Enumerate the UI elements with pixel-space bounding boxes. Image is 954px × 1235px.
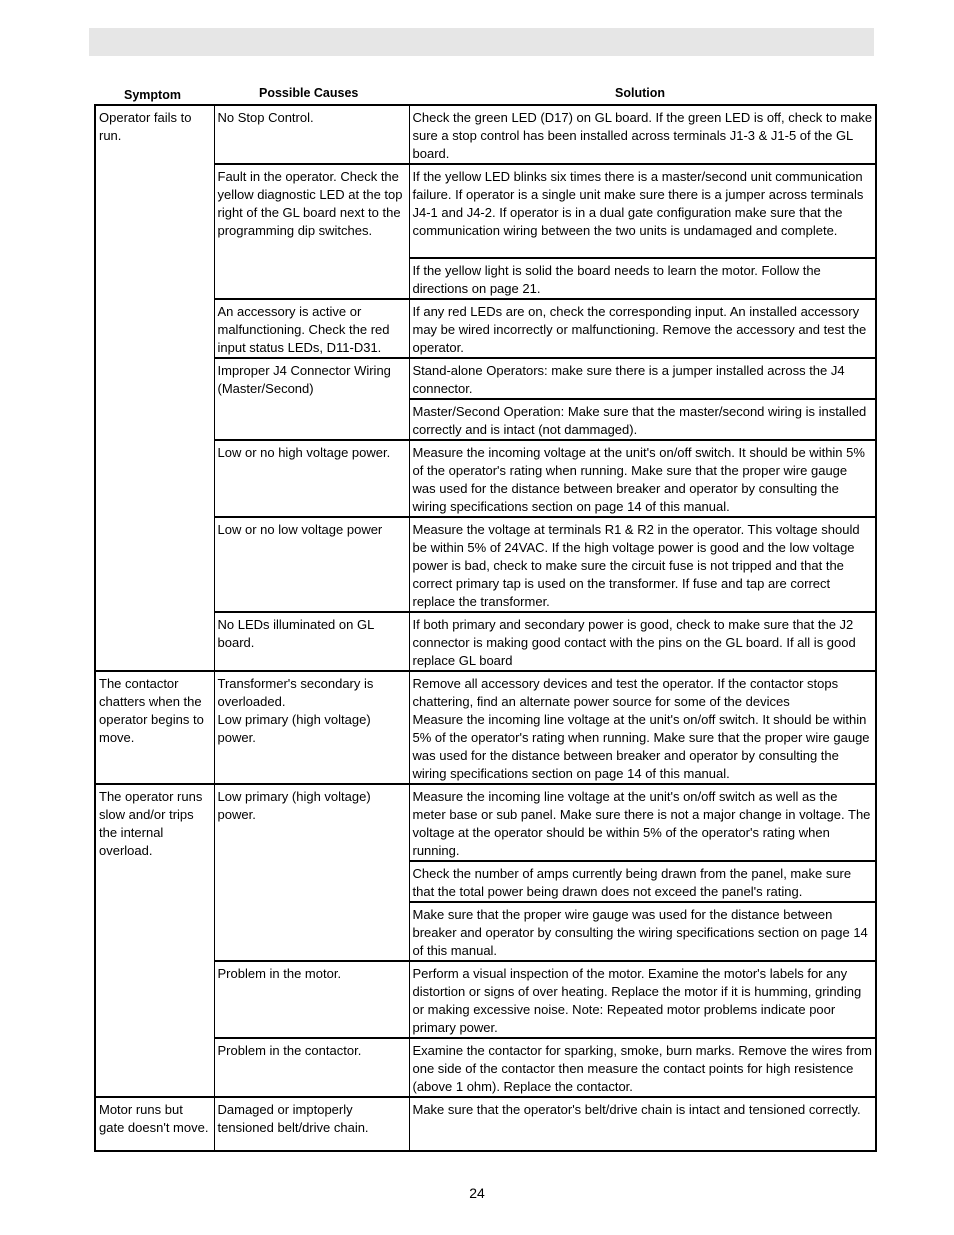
cause-cell: Problem in the motor.: [214, 961, 409, 1038]
solution-cell: If both primary and secondary power is good, check to make sure that the J2 connector is making good contact with the pins on the GL board. If all is good replace GL board: [409, 612, 876, 671]
solution-cell: Check the green LED (D17) on GL board. If the green LED is off, check to make sure a stop control has been installed across terminals J1-3 & J1-5 of the GL board.: [409, 105, 876, 164]
table-row: [95, 105, 876, 164]
cause-cell: Fault in the operator. Check the yellow diagnostic LED at the top right of the GL board next to the programming dip switches.: [214, 164, 409, 299]
cause-cell: Improper J4 Connector Wiring (Master/Second): [214, 358, 409, 440]
header-bar: [89, 28, 874, 56]
solution-cell: Make sure that the proper wire gauge was used for the distance between breaker and operator by consulting the wiring specifications section on page 14 of this manual.: [409, 902, 876, 961]
solution-cell: Measure the voltage at terminals R1 & R2 in the operator. This voltage should be within 5% of 24VAC. If the high voltage power is good and the low voltage power is bad, check to make sure the circuit fuse is not tripped and that the correct primary tap is used on the transformer. If fuse and tap are correct replace the transformer.: [409, 517, 876, 612]
cause-cell: Problem in the contactor.: [214, 1038, 409, 1097]
solution-cell: Perform a visual inspection of the motor. Examine the motor's labels for any distortion or signs of over heating. Replace the motor if it is humming, grinding or making excessive noise. Note: Repeated motor problems indicate poor primary power.: [409, 961, 876, 1038]
cause-cell: An accessory is active or malfunctioning. Check the red input status LEDs, D11-D31.: [214, 299, 409, 358]
solution-cell: Measure the incoming line voltage at the unit's on/off switch as well as the meter base or sub panel. Make sure there is not a major change in voltage. The voltage at the operator should be within 5% of the operator's rating when running.: [409, 784, 876, 861]
solution-column-header: Solution: [615, 86, 665, 100]
solution-cell: Stand-alone Operators: make sure there is a jumper installed across the J4 connector.: [409, 358, 876, 399]
solution-cell: Measure the incoming voltage at the unit's on/off switch. It should be within 5% of the operator's rating when running. Make sure that the proper wire gauge was used for the distance between breaker and operator by consulting the wiring specifications section on page 14 of this manual.: [409, 440, 876, 517]
symptom-cell: Motor runs but gate doesn't move.: [95, 1097, 214, 1151]
cause-cell: Low primary (high voltage) power.: [214, 784, 409, 961]
troubleshooting-table: [94, 104, 877, 1152]
cause-cell: Low or no low voltage power: [214, 517, 409, 612]
symptom-cell: The contactor chatters when the operator begins to move.: [95, 671, 214, 784]
solution-cell: If the yellow LED blinks six times there is a master/second unit communication failure. If operator is a single unit make sure there is a jumper across terminals J4-1 and J4-2. If operator is in a dual gate configuration make sure that the communication wiring between the two units is undamaged and complete.: [409, 164, 876, 258]
solution-cell: Remove all accessory devices and test the operator. If the contactor stops chattering, find an alternate power source for some of the devices Measure the incoming line voltage at the unit's on/off switch. It should be within 5% of the operator's rating when running. Make sure that the proper wire gauge was used for the distance between breaker and operator by consulting the wiring specifications section on page 14 of this manual.: [409, 671, 876, 784]
causes-column-header: Possible Causes: [259, 86, 359, 100]
cause-cell: No Stop Control.: [214, 105, 409, 164]
table-row: [95, 1097, 876, 1151]
symptom-cell: The operator runs slow and/or trips the internal overload.: [95, 784, 214, 1097]
solution-cell: If the yellow light is solid the board needs to learn the motor. Follow the directions on page 21.: [409, 258, 876, 299]
cause-cell: Damaged or imptoperly tensioned belt/drive chain.: [214, 1097, 409, 1151]
table-body: [95, 105, 876, 1151]
table-row: [95, 671, 876, 784]
table-row: [95, 784, 876, 861]
solution-cell: Check the number of amps currently being drawn from the panel, make sure that the total power being drawn does not exceed the panel's rating.: [409, 861, 876, 902]
cause-cell: Low or no high voltage power.: [214, 440, 409, 517]
solution-cell: Examine the contactor for sparking, smoke, burn marks. Remove the wires from one side of the contactor then measure the contact points for high resistence (above 1 ohm). Replace the contactor.: [409, 1038, 876, 1097]
cause-cell: Transformer's secondary is overloaded. Low primary (high voltage) power.: [214, 671, 409, 784]
cause-cell: No LEDs illuminated on GL board.: [214, 612, 409, 671]
symptom-column-header: Symptom: [124, 88, 181, 102]
solution-cell: Master/Second Operation: Make sure that the master/second wiring is installed correctly and is intact (not dammaged).: [409, 399, 876, 440]
solution-cell: Make sure that the operator's belt/drive chain is intact and tensioned correctly.: [409, 1097, 876, 1151]
symptom-cell: Operator fails to run.: [95, 105, 214, 671]
page-number: 24: [469, 1185, 485, 1201]
solution-cell: If any red LEDs are on, check the corresponding input. An installed accessory may be wired incorrectly or malfunctioning. Remove the accessory and test the operator.: [409, 299, 876, 358]
